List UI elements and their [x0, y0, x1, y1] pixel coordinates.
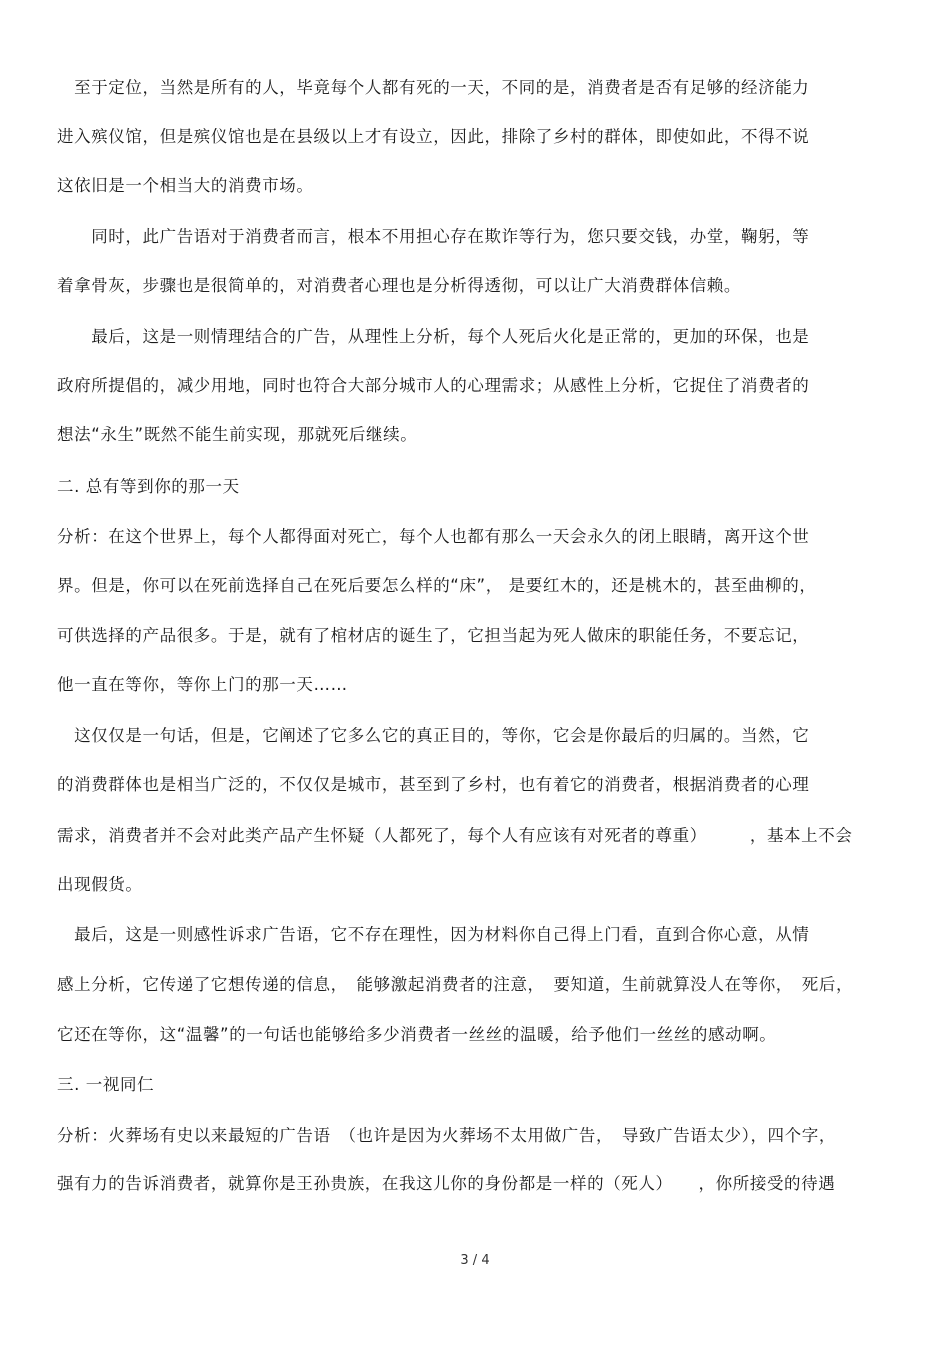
section-heading: 三. 一视同仁	[57, 1075, 155, 1094]
text-line: 强有力的告诉消费者，就算你是王孙贵族，在我这儿你的身份都是一样的（死人） ，你所接受的待遇	[57, 1174, 836, 1193]
text-line: 界。但是，你可以在死前选择自己在死后要怎么样的“床”， 是要红木的，还是桃木的，甚至曲柳的，	[57, 576, 817, 595]
text-line: 分析：在这个世界上，每个人都得面对死亡，每个人也都有那么一天会永久的闭上眼睛，离开这个世	[57, 527, 810, 546]
text-line: 需求，消费者并不会对此类产品产生怀疑（人都死了，每个人有应该有对死者的尊重） ，基本上不会	[57, 826, 853, 845]
text-line: 感上分析，它传递了它想传递的信息， 能够激起消费者的注意， 要知道，生前就算没人在等你， 死后，	[57, 975, 854, 994]
text-line: 出现假货。	[57, 875, 143, 894]
text-line: 可供选择的产品很多。于是，就有了棺材店的诞生了，它担当起为死人做床的职能任务，不要忘记，	[57, 626, 810, 645]
text-line: 这依旧是一个相当大的消费市场。	[57, 176, 314, 195]
text-line: 它还在等你，这“温馨”的一句话也能够给多少消费者一丝丝的温暖，给予他们一丝丝的感动啊。	[57, 1025, 777, 1044]
text-line: 分析：火葬场有史以来最短的广告语 （也许是因为火葬场不太用做广告， 导致广告语太少），四个字，	[57, 1126, 836, 1145]
section-heading: 二. 总有等到你的那一天	[57, 477, 240, 496]
page-number: 3 / 4	[460, 1253, 490, 1268]
text-line: 政府所提倡的，减少用地，同时也符合大部分城市人的心理需求；从感性上分析，它捉住了消费者的	[57, 376, 810, 395]
text-line: 着拿骨灰，步骤也是很简单的，对消费者心理也是分析得透彻，可以让广大消费群体信赖。	[57, 276, 741, 295]
text-line: 进入殡仪馆，但是殡仪馆也是在县级以上才有设立，因此，排除了乡村的群体，即使如此，不得不说	[57, 127, 810, 146]
text-line: 最后，这是一则情理结合的广告，从理性上分析，每个人死后火化是正常的，更加的环保，也是	[57, 327, 810, 346]
text-line: 他一直在等你，等你上门的那一天……	[57, 675, 348, 694]
text-line: 最后，这是一则感性诉求广告语，它不存在理性，因为材料你自己得上门看，直到合你心意，从情	[57, 925, 810, 944]
text-line: 这仅仅是一句话，但是，它阐述了它多么它的真正目的，等你，它会是你最后的归属的。当然，它	[57, 726, 810, 745]
text-line: 想法“永生”既然不能生前实现，那就死后继续。	[57, 425, 418, 444]
text-line: 至于定位，当然是所有的人，毕竟每个人都有死的一天，不同的是，消费者是否有足够的经济能力	[57, 78, 810, 97]
text-line: 的消费群体也是相当广泛的，不仅仅是城市，甚至到了乡村，也有着它的消费者，根据消费者的心理	[57, 775, 810, 794]
text-line: 同时，此广告语对于消费者而言，根本不用担心存在欺诈等行为，您只要交钱，办堂，鞠躬，等	[57, 227, 810, 246]
